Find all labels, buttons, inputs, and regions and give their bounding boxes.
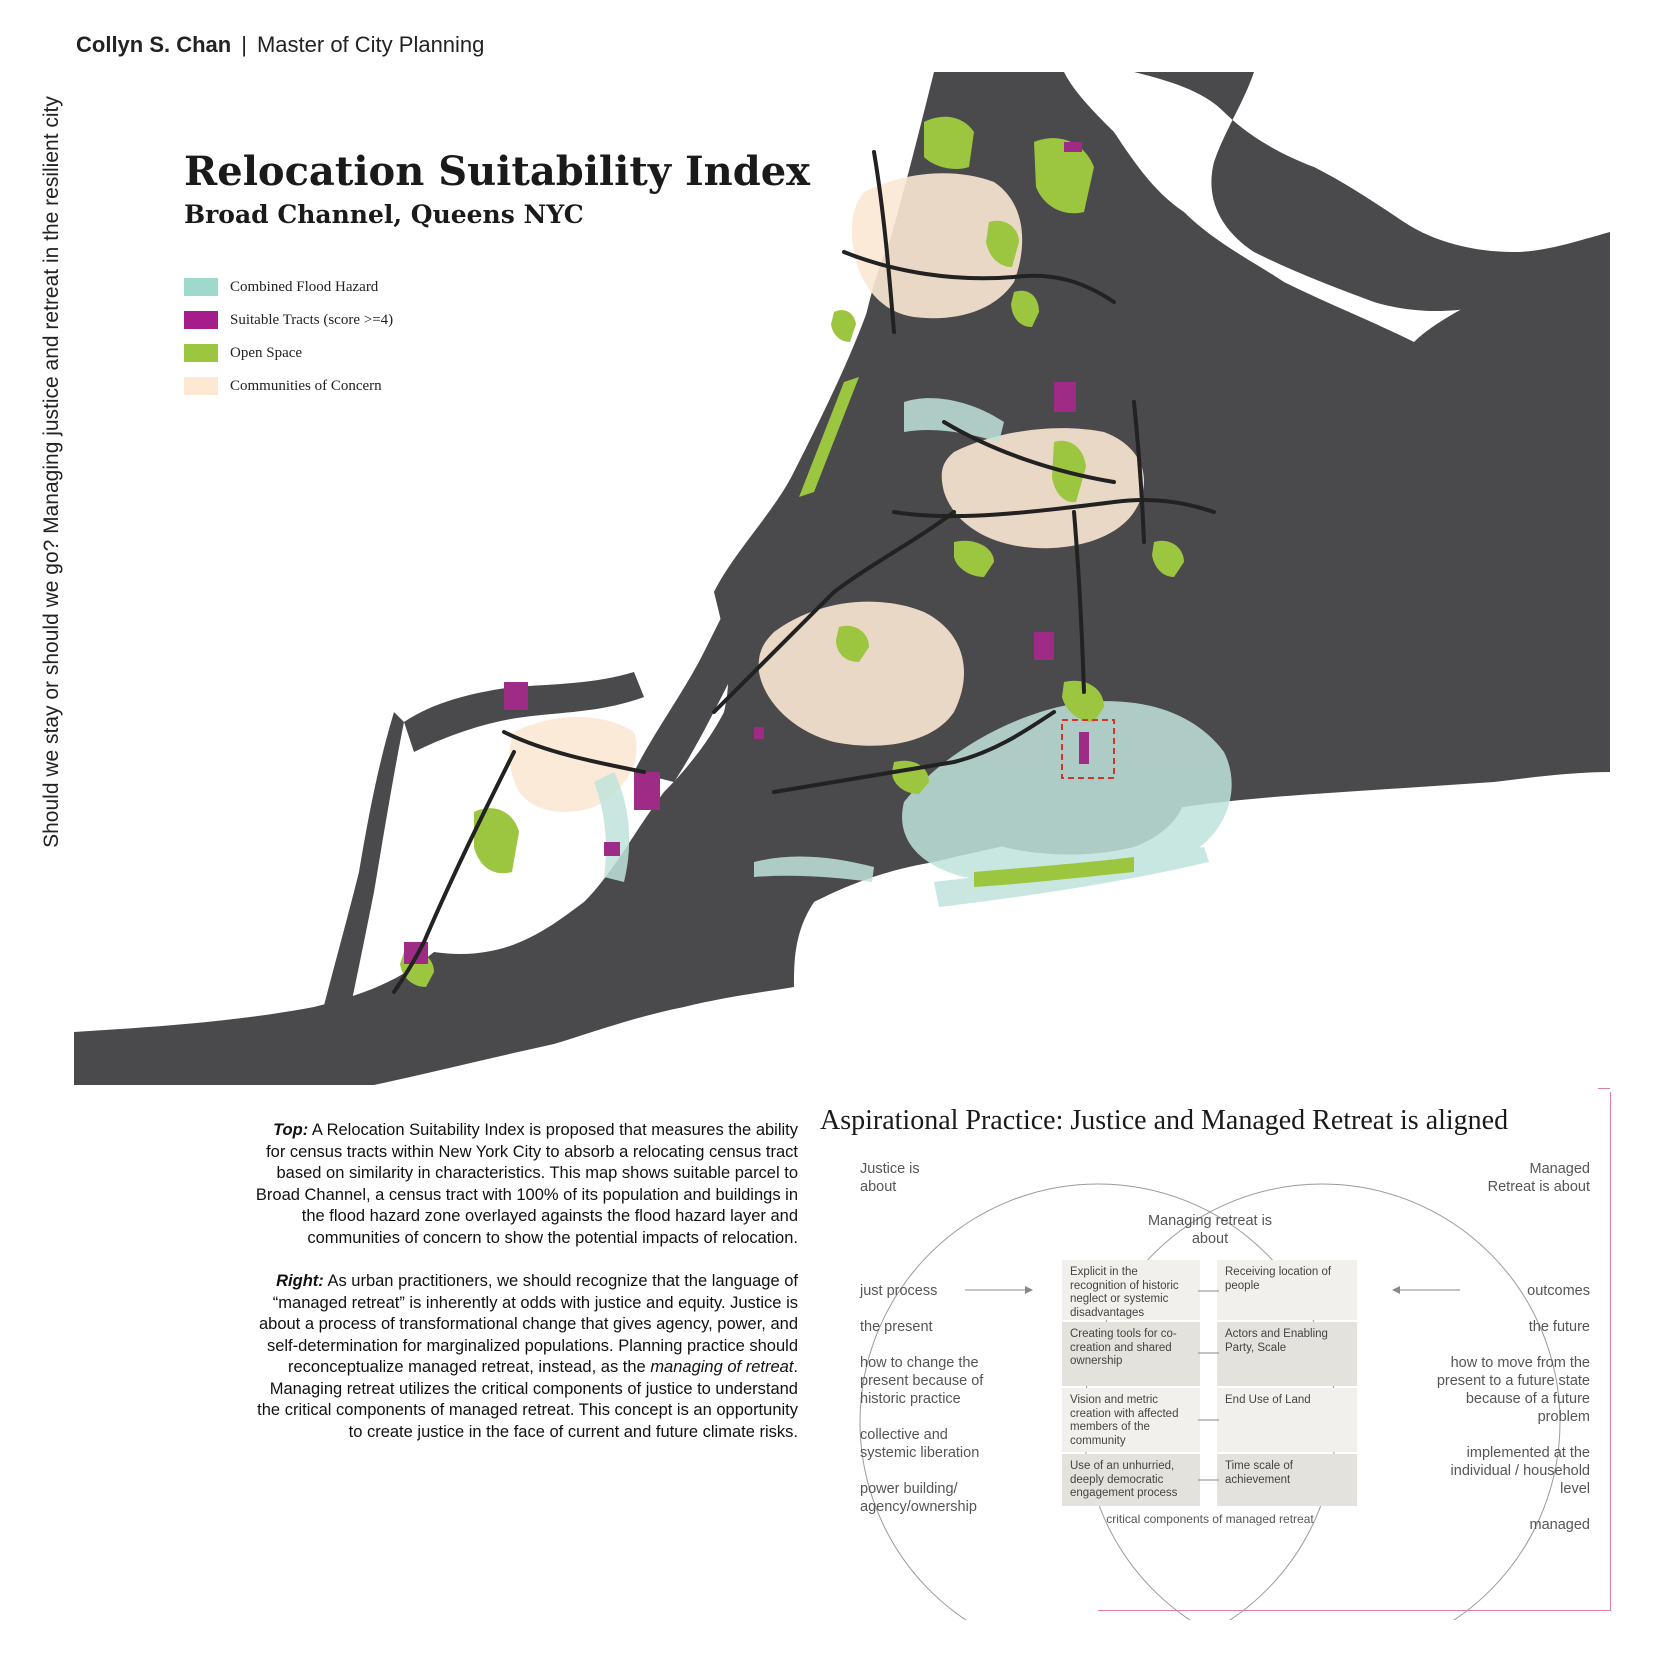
retreat-item-1: the future — [1528, 1319, 1590, 1335]
left-arrow-head — [1025, 1286, 1033, 1294]
tract-queens — [1034, 632, 1054, 660]
description — [250, 1120, 798, 1465]
right-box-2: End Use of Land — [1217, 1388, 1357, 1452]
legend-item-suitable — [184, 310, 393, 330]
venn-diagram — [840, 1150, 1610, 1620]
justice-item-2: how to change the present because of historic practice — [860, 1355, 984, 1407]
justice-item-3: collective and systemic liberation — [860, 1427, 980, 1461]
legend-swatch-flood — [184, 278, 218, 296]
tract-bronx-mid — [1054, 382, 1076, 412]
left-box-2: Vision and metric creation with affected members of the community — [1062, 1388, 1200, 1452]
tract-bronx-north — [1064, 142, 1082, 152]
legend-swatch-open-space — [184, 344, 218, 362]
header-separator: | — [241, 32, 247, 57]
description-right — [250, 1271, 798, 1443]
map-subtitle: Broad Channel, Queens NYC — [184, 200, 584, 229]
legend-label-suitable: Suitable Tracts (score >=4) — [230, 311, 394, 328]
side-title-text: Should we stay or should we go? Managing justice and retreat in the resilient city — [40, 96, 63, 848]
legend-label-concern: Communities of Concern — [230, 377, 382, 394]
tract-staten-north — [504, 682, 528, 710]
legend-item-flood — [184, 277, 393, 297]
legend-swatch-concern — [184, 377, 218, 395]
map-legend — [184, 277, 393, 409]
program-name: Master of City Planning — [256, 32, 485, 57]
left-box-0: Explicit in the recognition of historic neglect or systemic disadvantages — [1062, 1260, 1200, 1320]
left-box-3: Use of an unhurried, deeply democratic engagement process — [1062, 1454, 1200, 1506]
legend-label-open-space: Open Space — [230, 344, 303, 361]
venn-footer: critical components of managed retreat — [1106, 1512, 1314, 1526]
legend-label-flood: Combined Flood Hazard — [230, 278, 379, 295]
right-arrow-head — [1392, 1286, 1400, 1294]
aspirational-title: Aspirational Practice: Justice and Managed Retreat is aligned — [820, 1105, 1509, 1136]
tract-staten-east-2 — [604, 842, 620, 856]
description-top-label: Top: — [273, 1121, 309, 1139]
description-right-text-1: As urban practitioners, we should recognize that the language of “managed retreat” is inherently at odds with justice and equity. Justice is about a process of transformational change that gives agency, power, and self-determination for marginalized populations. Planning practice should reconceptualize managed retreat, instead, as the — [258, 1272, 798, 1376]
description-right-italic: managing of retreat — [650, 1358, 794, 1376]
legend-swatch-suitable — [184, 311, 218, 329]
pink-frame-top — [1598, 1088, 1610, 1089]
right-box-0: Receiving location of people — [1217, 1260, 1357, 1320]
legend-item-open-space — [184, 343, 393, 363]
retreat-item-3: implemented at the individual / household level — [1450, 1445, 1590, 1497]
description-right-label: Right: — [276, 1272, 324, 1290]
justice-item-0: just process — [860, 1283, 938, 1299]
map — [74, 72, 1610, 1085]
tract-brooklyn — [754, 727, 764, 739]
legend-item-concern — [184, 376, 393, 396]
park-van-cortlandt — [924, 117, 974, 169]
description-top — [250, 1120, 798, 1249]
description-right-text-2: . Managing retreat utilizes the critical components of justice to understand the critical components of managed retreat. This concept is an opportunity to create justice in the face of current and future climate risks. — [257, 1358, 798, 1441]
map-title: Relocation Suitability Index — [184, 148, 811, 195]
retreat-item-4: managed — [1529, 1517, 1590, 1533]
right-box-1: Actors and Enabling Party, Scale — [1217, 1322, 1357, 1386]
description-top-text: A Relocation Suitability Index is proposed that measures the ability for census tracts within New York City to absorb a relocating census tract based on similarity in characteristics. This map shows suitable parcel to Broad Channel, a census tract with 100% of its population and buildings in the flood hazard zone overlayed againsts the flood hazard layer and communities of concern to show the potential impacts of relocation. — [255, 1121, 798, 1247]
center-heading: Managing retreat is about — [1147, 1213, 1273, 1247]
author-name: Collyn S. Chan — [76, 32, 232, 57]
header — [76, 32, 484, 58]
justice-item-1: the present — [860, 1319, 933, 1335]
retreat-item-2: how to move from the present to a future state because of a future problem — [1436, 1355, 1590, 1425]
justice-item-4: power building/ agency/ownership — [860, 1481, 977, 1515]
justice-heading: Justice is about — [860, 1161, 920, 1195]
tract-staten-east-1 — [634, 772, 660, 810]
tract-broad-channel — [1079, 732, 1089, 764]
right-box-3: Time scale of achievement — [1217, 1454, 1357, 1506]
retreat-item-0: outcomes — [1527, 1283, 1590, 1299]
left-box-1: Creating tools for co-creation and shared ownership — [1062, 1322, 1200, 1386]
retreat-heading: Managed Retreat is about — [1487, 1161, 1590, 1195]
side-title — [22, 40, 82, 910]
